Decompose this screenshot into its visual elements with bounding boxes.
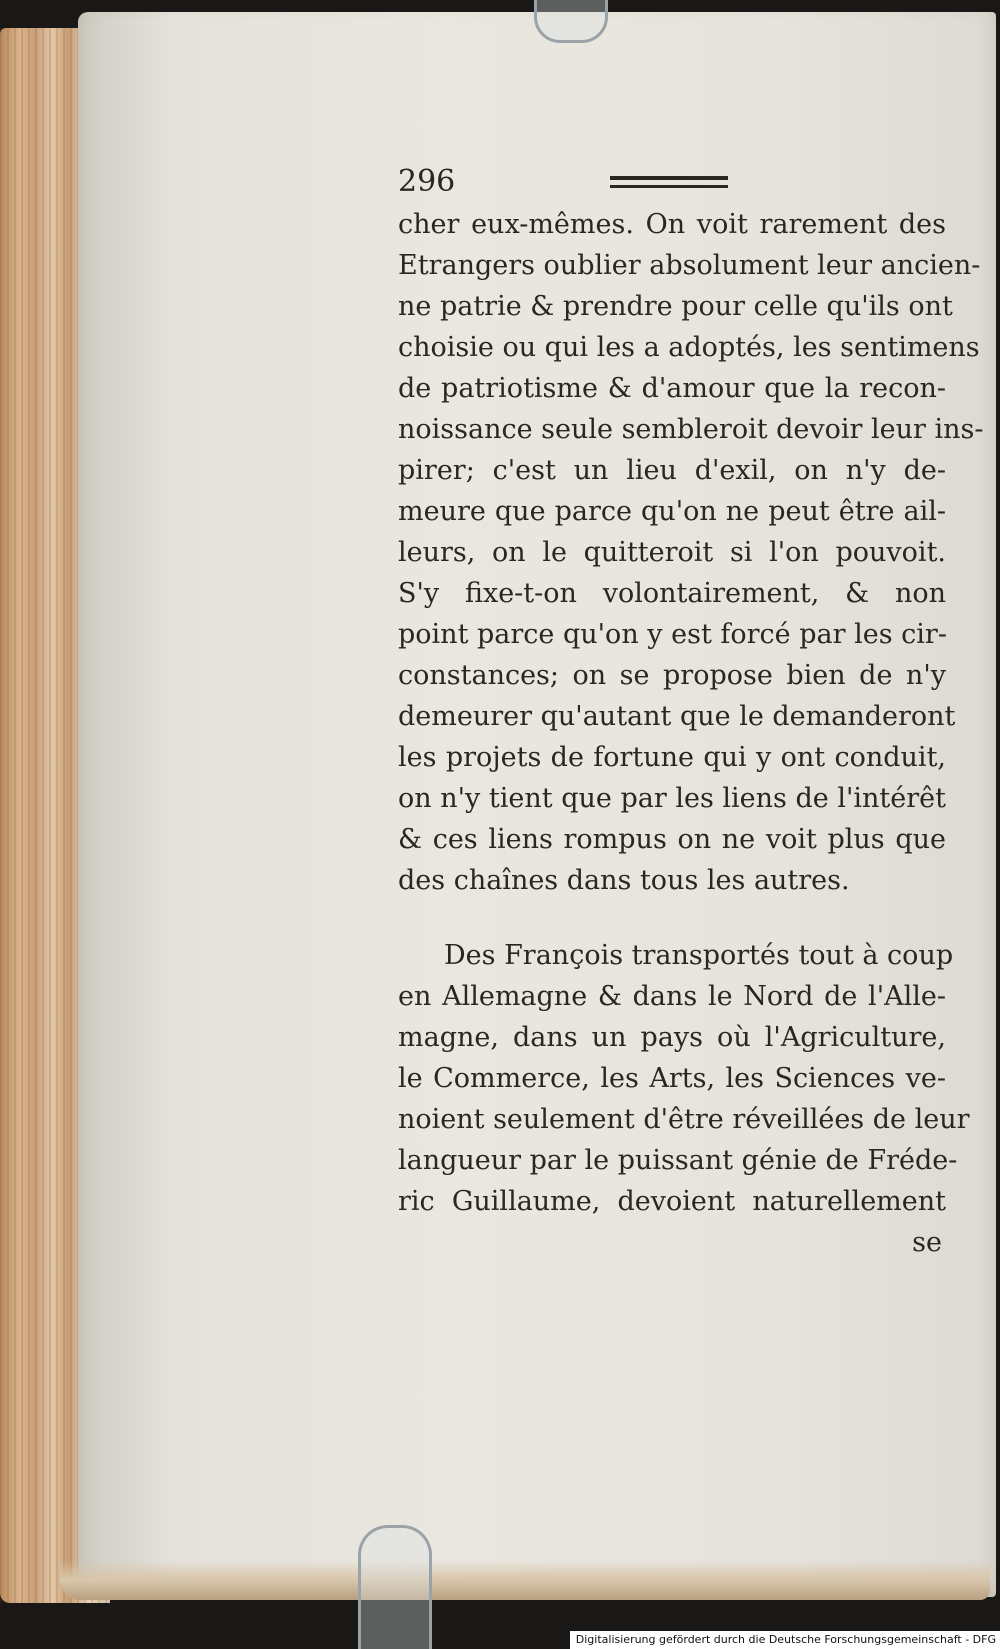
- text-line: constances; on se propose bien de n'y: [398, 660, 946, 691]
- text-line: cher eux-mêmes. On voit rarement des: [398, 209, 946, 240]
- text-line: langueur par le puissant génie de Fréde-: [398, 1145, 958, 1176]
- text-line: pirer; c'est un lieu d'exil, on n'y de-: [398, 455, 946, 486]
- text-line: Des François transportés tout à coup: [444, 940, 954, 971]
- text-line: les projets de fortune qui y ont conduit,: [398, 742, 946, 773]
- text-line: ne patrie & prendre pour celle qu'ils ont: [398, 291, 953, 322]
- text-line: ric Guillaume, devoient naturellement: [398, 1186, 946, 1217]
- text-line: on n'y tient que par les liens de l'intérêt: [398, 783, 946, 814]
- text-line: demeurer qu'autant que le demanderont: [398, 701, 956, 732]
- text-line: Etrangers oublier absolument leur ancien-: [398, 250, 981, 281]
- text-line: en Allemagne & dans le Nord de l'Alle-: [398, 981, 946, 1012]
- text-line: noient seulement d'être réveillées de leur: [398, 1104, 970, 1135]
- text-line: choisie ou qui les a adoptés, les sentimens: [398, 332, 980, 363]
- text-line: le Commerce, les Arts, les Sciences ve-: [398, 1063, 946, 1094]
- page-clip-top: [534, 0, 608, 43]
- page-bottom-edge: [60, 1560, 990, 1600]
- text-line: S'y fixe-t-on volontairement, & non: [398, 578, 946, 609]
- text-line: des chaînes dans tous les autres.: [398, 865, 850, 896]
- text-line: & ces liens rompus on ne voit plus que: [398, 824, 946, 855]
- paragraph-gap: [398, 901, 946, 935]
- paragraph-2: [398, 935, 970, 1222]
- paragraph-1: [398, 204, 984, 901]
- text-line: de patriotisme & d'amour que la recon-: [398, 373, 946, 404]
- page-text-block: [398, 160, 984, 1263]
- digitization-credit: Digitalisierung gefördert durch die Deutsche Forschungsgemeinschaft - DFG: [570, 1631, 1000, 1649]
- catchword: se: [912, 1227, 942, 1258]
- text-line: magne, dans un pays où l'Agriculture,: [398, 1022, 946, 1053]
- page-number: 296: [398, 164, 456, 199]
- text-line: point parce qu'on y est forcé par les cir-: [398, 619, 947, 650]
- page-header: [398, 160, 946, 204]
- header-ornament-rule: [610, 176, 728, 188]
- page-clip-bottom: [358, 1525, 432, 1649]
- text-line: meure que parce qu'on ne peut être ail-: [398, 496, 946, 527]
- text-line: noissance seule sembleroit devoir leur ins-: [398, 414, 984, 445]
- text-line: leurs, on le quitteroit si l'on pouvoit.: [398, 537, 946, 568]
